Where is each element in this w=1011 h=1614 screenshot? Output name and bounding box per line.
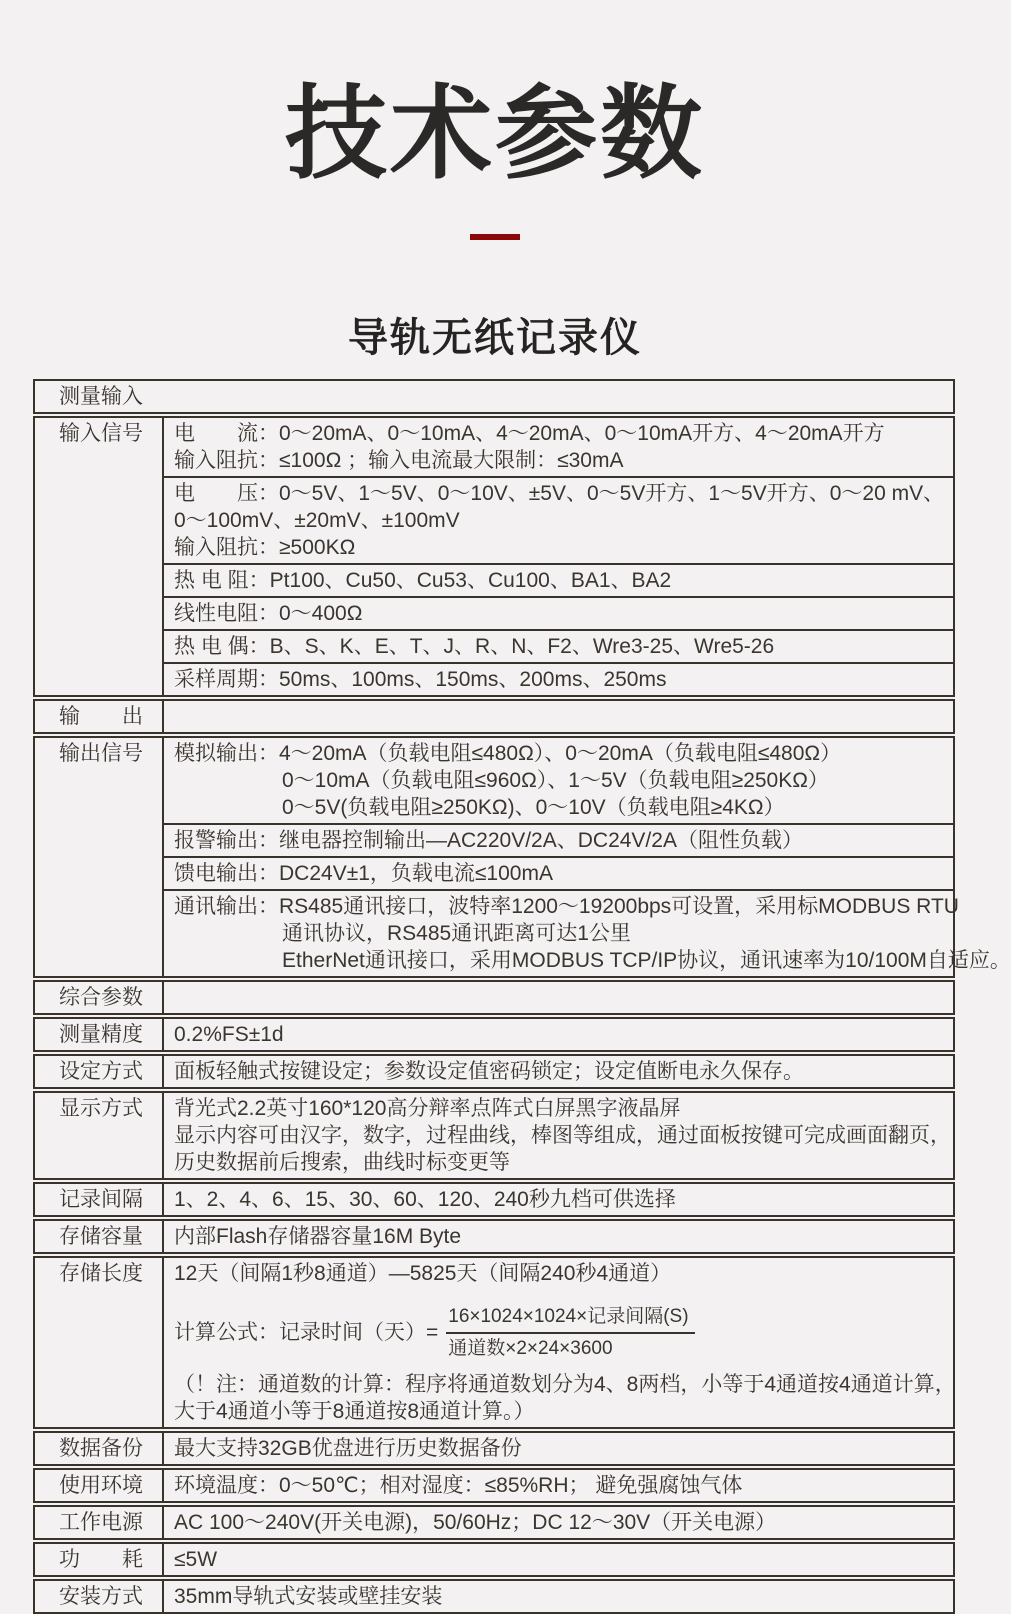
spec-line: 显示内容可由汉字，数字，过程曲线，棒图等组成，通过面板按键可完成画面翻页， [174, 1124, 951, 1148]
row-label: 安装方式 [35, 1581, 164, 1612]
table-row [33, 1579, 955, 1614]
table-row [33, 1017, 955, 1052]
spec-line: 大于4通道小等于8通道按8通道计算。） [174, 1399, 535, 1423]
sub-row [164, 1093, 953, 1178]
sub-row [164, 565, 953, 598]
sub-row [164, 1221, 953, 1252]
sub-row [164, 982, 953, 1013]
spec-line: AC 100～240V(开关电源)，50/60Hz；DC 12～30V（开关电源） [174, 1510, 777, 1534]
spec-line: 采样周期：50ms、100ms、150ms、200ms、250ms [174, 668, 667, 692]
row-content [164, 738, 1011, 976]
row-content [164, 1019, 953, 1050]
row-content [164, 701, 953, 732]
spec-line: 12天（间隔1秒8通道）—5825天（间隔240秒4通道） [174, 1262, 672, 1286]
table-row [33, 1542, 955, 1577]
row-label: 测量精度 [35, 1019, 164, 1050]
row-label: 输出信号 [35, 738, 164, 976]
spec-line: 热 电 偶：B、S、K、E、T、J、R、N、F2、Wre3-25、Wre5-26 [174, 635, 775, 659]
sub-row [164, 858, 953, 891]
table-row [33, 1505, 955, 1540]
spec-line: 1、2、4、6、15、30、60、120、240秒九档可供选择 [174, 1188, 676, 1212]
sub-row [164, 478, 953, 565]
row-content [164, 1581, 953, 1612]
product-subtitle: 导轨无纸记录仪 [348, 316, 642, 361]
row-content [164, 418, 953, 695]
row-label: 数据备份 [35, 1433, 164, 1464]
row-label: 输入信号 [35, 418, 164, 695]
sub-row [164, 1433, 953, 1464]
spec-line: 0～100mV、±20mV、±100mV [174, 509, 460, 533]
table-row [33, 699, 955, 734]
row-label: 设定方式 [35, 1056, 164, 1087]
spec-line: 线性电阻：0～400Ω [174, 602, 363, 626]
sub-row [164, 1470, 953, 1501]
spec-line: 通讯输出：RS485通讯接口，波特率1200～19200bps可设置，采用标MODBUS RTU [174, 895, 959, 919]
storage-formula [174, 1305, 953, 1361]
spec-line: EtherNet通讯接口，采用MODBUS TCP/IP协议，通讯速率为10/100M自适应。 [282, 949, 1011, 973]
spec-line [174, 703, 953, 730]
row-label: 测量输入 [59, 385, 143, 409]
sub-row [164, 631, 953, 664]
row-content [164, 1433, 953, 1464]
formula-prefix: 计算公式：记录时间（天）= [174, 1320, 439, 1344]
row-content [164, 1470, 953, 1501]
table-row [33, 1431, 955, 1466]
spec-line: ≤5W [174, 1547, 218, 1571]
table-row [33, 416, 955, 697]
spec-line: 馈电输出：DC24V±1，负载电流≤100mA [174, 862, 553, 886]
sub-row [164, 1056, 953, 1087]
fraction-numerator: 16×1024×1024×记录间隔(S) [446, 1305, 694, 1334]
sub-row [164, 1581, 953, 1612]
spec-line: 0.2%FS±1d [174, 1023, 284, 1047]
sub-row [164, 738, 953, 825]
sub-row [164, 1544, 953, 1575]
spec-line: 背光式2.2英寸160*120高分辩率点阵式白屏黑字液晶屏 [174, 1097, 681, 1121]
spec-line: 35mm导轨式安装或壁挂安装 [174, 1584, 443, 1608]
spec-line: 电 流：0～20mA、0～10mA、4～20mA、0～10mA开方、4～20mA开方 [174, 422, 885, 446]
spec-line: 最大支持32GB优盘进行历史数据备份 [174, 1436, 522, 1460]
table-row [33, 980, 955, 1015]
red-divider [470, 234, 520, 240]
table-row [33, 1182, 955, 1217]
table-row [33, 1468, 955, 1503]
row-content [164, 1258, 956, 1427]
sub-row [164, 664, 953, 695]
row-label: 存储长度 [35, 1258, 164, 1427]
row-content [164, 1184, 953, 1215]
sub-row [164, 1258, 956, 1427]
sub-row [164, 418, 953, 478]
table-row [33, 1256, 955, 1429]
sub-row [164, 598, 953, 631]
row-label: 输 出 [35, 701, 164, 732]
row-content [164, 1507, 953, 1538]
sub-row [164, 891, 1011, 976]
row-label: 工作电源 [35, 1507, 164, 1538]
row-label: 功 耗 [35, 1544, 164, 1575]
spec-line: 0～5V(负载电阻≥250KΩ)、0～10V（负载电阻≥4KΩ） [282, 796, 785, 820]
spec-line: 0～10mA（负载电阻≤960Ω）、1～5V（负载电阻≥250KΩ） [282, 769, 829, 793]
row-label: 显示方式 [35, 1093, 164, 1178]
sub-row [164, 1019, 953, 1050]
spec-line: （！注：通道数的计算：程序将通道数划分为4、8两档，小等于4通道按4通道计算， [174, 1372, 956, 1396]
spec-line: 内部Flash存储器容量16M Byte [174, 1225, 462, 1249]
sub-row [164, 825, 953, 858]
spec-line: 模拟输出：4～20mA（负载电阻≤480Ω）、0～20mA（负载电阻≤480Ω） [174, 742, 842, 766]
sub-row [164, 701, 953, 732]
spec-line: 输入阻抗：≥500KΩ [174, 536, 356, 560]
spec-line: 热 电 阻：Pt100、Cu50、Cu53、Cu100、BA1、BA2 [174, 569, 672, 593]
table-row [33, 1219, 955, 1254]
row-content [164, 1544, 953, 1575]
row-content [164, 982, 953, 1013]
page-title: 技术参数 [285, 77, 705, 191]
fraction-denominator: 通道数×2×24×3600 [448, 1337, 613, 1359]
fraction [446, 1305, 694, 1361]
spec-line: 电 压：0～5V、1～5V、0～10V、±5V、0～5V开方、1～5V开方、0～20 mV、 [174, 482, 945, 506]
row-label: 存储容量 [35, 1221, 164, 1252]
spec-line [174, 984, 953, 1011]
spec-line: 输入阻抗：≤100Ω ；输入电流最大限制：≤30mA [174, 449, 624, 473]
table-row [33, 736, 1011, 978]
spec-table [33, 379, 1011, 1614]
table-row [33, 379, 955, 414]
spec-line: 历史数据前后搜索，曲线时标变更等 [174, 1151, 510, 1175]
spec-line: 通讯协议，RS485通讯距离可达1公里 [282, 922, 631, 946]
table-row [33, 1054, 955, 1089]
sub-row [164, 1507, 953, 1538]
row-content [164, 1221, 953, 1252]
row-content [164, 1093, 953, 1178]
row-label: 使用环境 [35, 1470, 164, 1501]
row-content [164, 1056, 953, 1087]
spec-line: 面板轻触式按键设定；参数设定值密码锁定；设定值断电永久保存。 [174, 1060, 804, 1084]
spec-line: 报警输出：继电器控制输出—AC220V/2A、DC24V/2A（阻性负载） [174, 829, 803, 853]
row-label: 记录间隔 [35, 1184, 164, 1215]
table-row [33, 1091, 955, 1180]
spec-line: 环境温度：0～50℃；相对湿度：≤85%RH； 避免强腐蚀气体 [174, 1473, 743, 1497]
row-label: 综合参数 [35, 982, 164, 1013]
sub-row [164, 1184, 953, 1215]
